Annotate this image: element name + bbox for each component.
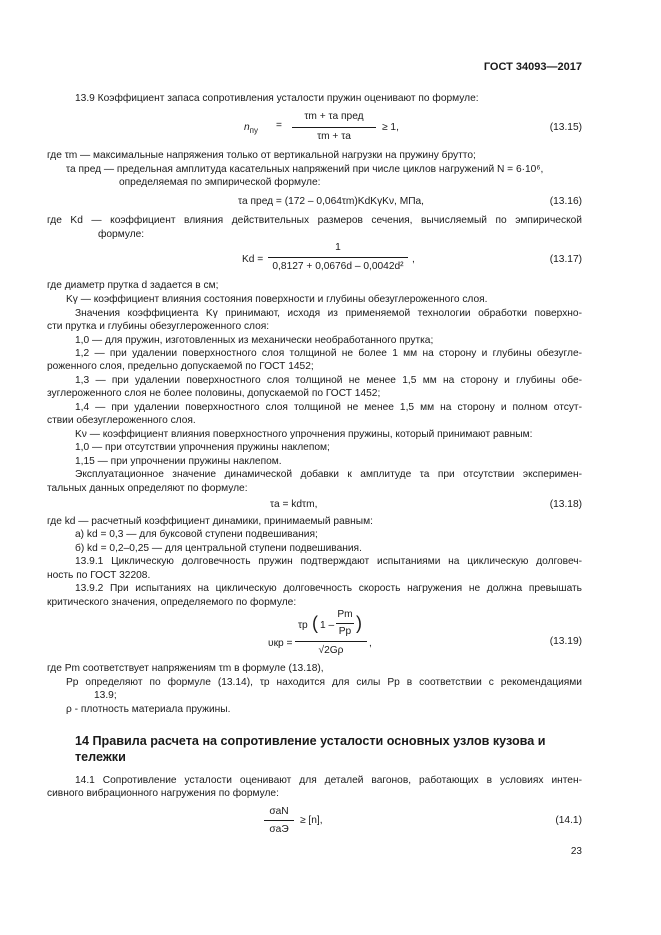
formula-label: (14.1)	[555, 815, 582, 826]
formula-lhs: n	[244, 122, 250, 133]
where-kd-dynamic: где kd — расчетный коэффициент динамики, принимаемый равным:	[47, 516, 373, 527]
where-pp-cont: 13.9;	[94, 690, 117, 701]
value-1-2-cont: роженного слоя, предельно допускаемой по ГОСТ 1452;	[47, 361, 314, 372]
formula-one-minus: 1 –	[320, 620, 335, 631]
paragraph-13-9-2: 13.9.2 При испытаниях на циклическую долговечность скорость нагружения не должна превышать	[75, 583, 582, 594]
formula-rhs: ≥ 1,	[382, 122, 399, 133]
k-nu-value-1: 1,0 — при отсутствии упрочнения пружины наклепом;	[75, 442, 330, 453]
formula-label: (13.15)	[549, 122, 582, 133]
formula-label: (13.18)	[549, 499, 582, 510]
paragraph-14-1: 14.1 Сопротивление усталости оценивают для деталей вагонов, работающих в условиях интен-	[75, 775, 582, 786]
values-intro: Значения коэффициента Kγ принимают, исходя из применяемой технологии обработки поверхно-	[75, 308, 582, 319]
formula-numerator: σaN	[269, 806, 289, 817]
where-pm: где Pm соответствует напряжениям τm в формуле (13.18),	[47, 663, 324, 674]
formula-denominator: 0,8127 + 0,0676d – 0,0042d²	[272, 261, 404, 272]
value-1-2: 1,2 — при удалении поверхностного слоя толщиной не более 1 мм на сторону и глубины обезугле-	[75, 348, 582, 359]
paragraph-13-9-2-cont: критического значения, определяемого по формуле:	[47, 597, 297, 608]
k-nu-value-2: 1,15 — при упрочнении пружины наклепом.	[75, 456, 282, 467]
value-1-3: 1,3 — при удалении поверхностного слоя толщиной не менее 1,5 мм на сторону и глубины обе-	[75, 375, 582, 386]
section-14-heading	[75, 733, 545, 765]
inner-fraction-line	[336, 623, 354, 624]
value-1-0: 1,0 — для пружин, изготовленных из механически необработанного прутка;	[75, 335, 434, 346]
where-k-nu: Kν — коэффициент влияния поверхностного упрочнения пружины, который принимают равным:	[75, 429, 533, 440]
where-tau-a-pred: τa пред — предельная амплитуда касательных напряжений при числе циклов нагружений N = 6·10⁶,	[66, 164, 544, 175]
paragraph-14-1-cont: сивного вибрационного нагружения по формуле:	[47, 788, 279, 799]
paragraph-13-9-1-cont: ность по ГОСТ 32208.	[47, 570, 151, 581]
formula-eq: =	[276, 120, 282, 131]
formula-denominator: τm + τa	[317, 131, 351, 142]
formula-label: (13.16)	[549, 196, 582, 207]
diameter-note: где диаметр прутка d задается в см;	[47, 280, 219, 291]
standard-header: ГОСТ 34093—2017	[483, 61, 582, 73]
formula-label: (13.19)	[549, 636, 582, 647]
value-1-4: 1,4 — при удалении поверхностного слоя толщиной не менее 1,5 мм на сторону и полном отсут-	[75, 402, 582, 413]
value-1-3-cont: зуглероженного слоя не более половины, допускаемой по ГОСТ 1452;	[47, 388, 381, 399]
formula-numerator: τm + τa пред	[304, 111, 364, 122]
paragraph-13-9-1: 13.9.1 Циклическую долговечность пружин подтверждают испытаниями на циклическую долговеч-	[75, 556, 582, 567]
formula-paren-open: (	[312, 613, 318, 633]
kd-value-b: б) kd = 0,2–0,25 — для центральной ступени подвешивания.	[75, 543, 362, 554]
inner-numerator: Pm	[337, 609, 353, 620]
formula-13-16: τa пред = (172 – 0,064τm)KdKγKν, МПа,	[238, 196, 425, 207]
formula-lhs-sub: пу	[249, 126, 259, 136]
where-kd: где Kd — коэффициент влияния действительных размеров сечения, вычисляемый по эмпирической	[47, 215, 582, 226]
formula-label: (13.17)	[549, 254, 582, 265]
page-number: 23	[570, 846, 582, 857]
where-k-gamma: Kγ — коэффициент влияния состояния поверхности и глубины обезуглероженного слоя.	[66, 294, 488, 305]
inner-denominator: Pp	[338, 626, 352, 637]
kd-value-a: а) kd = 0,3 — для буксовой ступени подвешивания;	[75, 529, 318, 540]
where-rho: ρ - плотность материала пружины.	[66, 704, 231, 715]
where-tau-m: где τm — максимальные напряжения только от вертикальной нагрузки на пружину брутто;	[47, 150, 476, 161]
value-1-4-cont: ствии обезуглероженного слоя.	[47, 415, 196, 426]
formula-numerator: 1	[335, 242, 341, 253]
dynamic-addition-cont: тальных данных определяют по формуле:	[47, 483, 248, 494]
where-tau-a-pred-cont: определяемая по эмпирической формуле:	[119, 177, 321, 188]
paragraph-13-9: 13.9 Коэффициент запаса сопротивления усталости пружин оценивают по формуле:	[75, 93, 479, 104]
formula-tau-p: τp	[298, 620, 308, 631]
fraction-line	[264, 820, 294, 821]
formula-rhs: ≥ [n],	[300, 815, 323, 826]
where-pp: Pp определяют по формуле (13.14), τp находится для силы Pp в соответствии с рекомендациями	[66, 677, 582, 688]
fraction-line	[292, 127, 376, 128]
where-kd-cont: формуле:	[98, 229, 145, 240]
formula-lhs: Kd =	[242, 254, 264, 265]
dynamic-addition: Эксплуатационное значение динамической добавки к амплитуде τa при отсутствии эксперимен-	[75, 469, 582, 480]
values-intro-cont: сти прутка и глубины обезуглероженного слоя:	[47, 321, 270, 332]
section-14-title-line-2: тележки	[75, 750, 126, 764]
fraction-line	[268, 257, 408, 258]
formula-lhs: υкр =	[268, 638, 293, 649]
formula-rhs: ,	[412, 254, 415, 265]
formula-denominator: σaЭ	[269, 824, 289, 835]
section-14-title-line-1: 14 Правила расчета на сопротивление усталости основных узлов кузова и	[75, 734, 546, 748]
fraction-line	[295, 641, 367, 642]
formula-paren-close: )	[356, 613, 362, 633]
formula-rhs: ,	[369, 638, 372, 649]
formula-denominator: √2Gρ	[318, 645, 344, 656]
formula-13-18: τa = kdτm,	[270, 499, 318, 510]
